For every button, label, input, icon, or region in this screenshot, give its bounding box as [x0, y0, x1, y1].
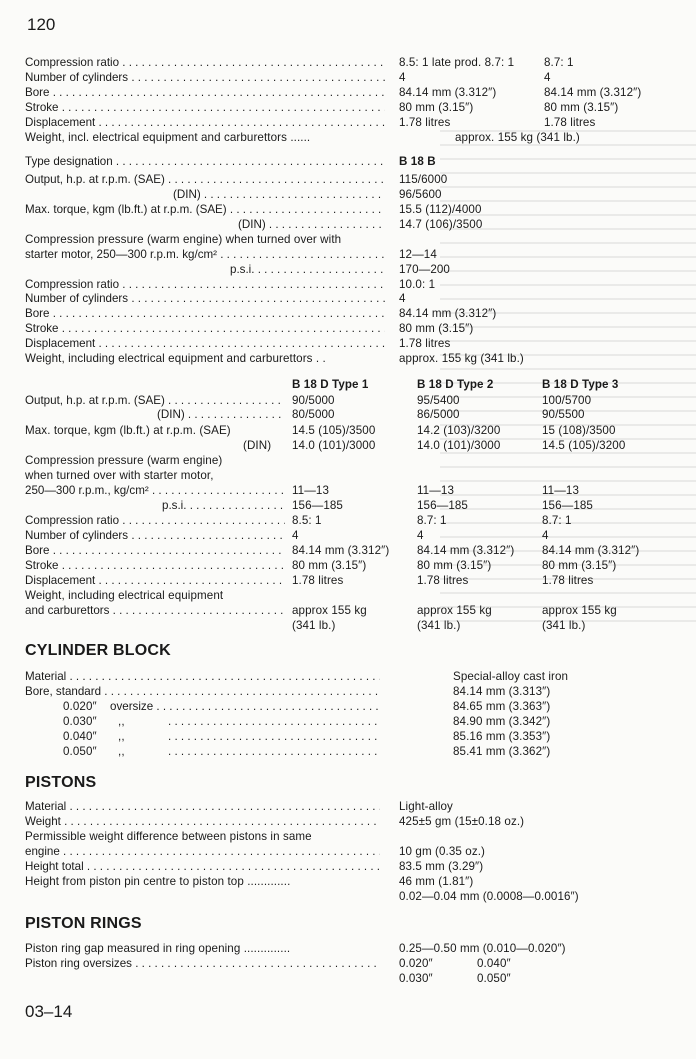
- footer-page-code: 03–14: [25, 1002, 73, 1021]
- spec-value: 96/5600: [399, 188, 442, 201]
- spec-value: approx. 155 kg (341 lb.): [455, 131, 580, 144]
- spec-value: 8.7: 1: [417, 514, 447, 527]
- spec-label: engine . . .: [25, 845, 380, 858]
- spec-value: 84.14 mm (3.312″): [544, 86, 642, 99]
- spec-value: 8.5: 1: [292, 514, 322, 527]
- spec-label: Weight . . .: [25, 815, 380, 828]
- spec-value: 4: [292, 529, 299, 542]
- spec-value: 80 mm (3.15″): [544, 101, 619, 114]
- spec-label: Piston ring gap measured in ring opening ..............: [25, 942, 291, 955]
- spec-label: 250—300 r.p.m., kg/cm² . . .: [25, 484, 285, 497]
- spec-value: 11—13: [417, 484, 455, 497]
- spec-value: 4: [542, 529, 549, 542]
- spec-value: approx 155 kg: [292, 604, 367, 617]
- spec-value: 90/5500: [542, 408, 585, 421]
- spec-value: 0.25—0.50 mm (0.010—0.020″): [399, 942, 566, 955]
- spec-value: 1.78 litres: [399, 116, 451, 129]
- spec-label: Weight, including electrical equipment and carburettors . .: [25, 352, 326, 365]
- spec-label: Material . . .: [25, 670, 380, 683]
- spec-value: 14.0 (101)/3000: [417, 439, 501, 452]
- spec-label: Material . . .: [25, 800, 380, 813]
- spec-value: (341 lb.): [292, 619, 336, 632]
- spec-value: 86/5000: [417, 408, 460, 421]
- spec-value: 80 mm (3.15″): [417, 559, 492, 572]
- spec-value: 0.020″: [399, 957, 433, 970]
- spec-label: Output, h.p. at r.p.m. (SAE) . . .: [25, 394, 285, 407]
- spec-value: 156—185: [542, 499, 593, 512]
- spec-label: Type designation . . .: [25, 155, 385, 168]
- spec-label: Permissible weight difference between pistons in same: [25, 830, 312, 843]
- spec-label: Stroke . . .: [25, 322, 385, 335]
- spec-label: p.s.i. . . .: [162, 499, 285, 512]
- spec-label: oversize . . .: [110, 700, 380, 713]
- spec-label: (DIN) . . .: [173, 188, 385, 201]
- spec-value: Light-alloy: [399, 800, 453, 813]
- spec-label: Output, h.p. at r.p.m. (SAE) . . .: [25, 173, 385, 186]
- oversize-size: 0.040″: [63, 730, 97, 743]
- spec-value: 8.7: 1: [544, 56, 574, 69]
- spec-value: 156—185: [292, 499, 343, 512]
- spec-value: 84.14 mm (3.312″): [417, 544, 515, 557]
- spec-value: 0.02—0.04 mm (0.0008—0.0016″): [399, 890, 579, 903]
- column-header: B 18 D Type 2: [417, 378, 494, 391]
- spec-label: Max. torque, kgm (lb.ft.) at r.p.m. (SAE): [25, 424, 231, 437]
- spec-value: 84.14 mm (3.313″): [453, 685, 551, 698]
- spec-label: Number of cylinders . . .: [25, 529, 285, 542]
- spec-label: Compression pressure (warm engine) when turned over with: [25, 233, 342, 246]
- spec-value: 14.7 (106)/3500: [399, 218, 483, 231]
- spec-value: approx 155 kg: [542, 604, 617, 617]
- spec-label: Stroke . . .: [25, 559, 285, 572]
- spec-value: 85.16 mm (3.353″): [453, 730, 551, 743]
- page-number: 120: [27, 15, 56, 34]
- spec-label: Bore, standard . . .: [25, 685, 380, 698]
- spec-value: 84.14 mm (3.312″): [399, 86, 497, 99]
- spec-value: 10.0: 1: [399, 278, 436, 291]
- spec-value: 80 mm (3.15″): [292, 559, 367, 572]
- spec-value: 80 mm (3.15″): [399, 101, 474, 114]
- spec-value: 0.040″: [477, 957, 511, 970]
- spec-value: 10 gm (0.35 oz.): [399, 845, 486, 858]
- oversize-size: 0.030″: [63, 715, 97, 728]
- spec-value: 0.050″: [477, 972, 511, 985]
- spec-label: Compression ratio . . .: [25, 56, 385, 69]
- spec-label: (DIN) . . .: [238, 218, 385, 231]
- spec-value: 8.7: 1: [542, 514, 572, 527]
- section-heading: CYLINDER BLOCK: [25, 642, 171, 659]
- type-designation: B 18 B: [399, 155, 436, 168]
- spec-label: and carburettors . . .: [25, 604, 285, 617]
- spec-value: (341 lb.): [542, 619, 586, 632]
- spec-value: 84.90 mm (3.342″): [453, 715, 551, 728]
- spec-label: Weight, including electrical equipment: [25, 589, 224, 602]
- spec-label: (DIN): [243, 439, 272, 452]
- spec-value: approx. 155 kg (341 lb.): [399, 352, 524, 365]
- spec-value: 90/5000: [292, 394, 335, 407]
- spec-label: Displacement . . .: [25, 337, 385, 350]
- spec-label: Compression ratio . . .: [25, 514, 285, 527]
- spec-value: 15.5 (112)/4000: [399, 203, 482, 216]
- spec-value: 14.5 (105)/3500: [292, 424, 376, 437]
- spec-label: (DIN) . . .: [157, 408, 285, 421]
- spec-value: 4: [399, 71, 406, 84]
- spec-value: 80 mm (3.15″): [399, 322, 474, 335]
- ditto-mark: ,,: [118, 730, 125, 743]
- spec-value: 1.78 litres: [292, 574, 344, 587]
- spec-value: 12—14: [399, 248, 437, 261]
- spec-value: 11—13: [542, 484, 580, 497]
- spec-label: Compression ratio . . .: [25, 278, 385, 291]
- spec-label: Weight, incl. electrical equipment and carburettors ......: [25, 131, 311, 144]
- leader-dots: [168, 745, 380, 758]
- spec-value: Special-alloy cast iron: [453, 670, 569, 683]
- spec-label: starter motor, 250—300 r.p.m. kg/cm² . . .: [25, 248, 385, 261]
- spec-label: when turned over with starter motor,: [25, 469, 214, 482]
- spec-value: 83.5 mm (3.29″): [399, 860, 484, 873]
- spec-value: 84.14 mm (3.312″): [292, 544, 390, 557]
- spec-value: 156—185: [417, 499, 468, 512]
- spec-value: 84.14 mm (3.312″): [542, 544, 640, 557]
- column-header: B 18 D Type 1: [292, 378, 369, 391]
- spec-value: 14.2 (103)/3200: [417, 424, 501, 437]
- spec-value: 8.5: 1 late prod. 8.7: 1: [399, 56, 515, 69]
- leader-dots: [168, 715, 380, 728]
- spec-value: 15 (108)/3500: [542, 424, 616, 437]
- spec-label: Displacement . . .: [25, 574, 285, 587]
- spec-value: 100/5700: [542, 394, 592, 407]
- spec-label: Number of cylinders . . .: [25, 71, 385, 84]
- spec-label: Displacement . . .: [25, 116, 385, 129]
- spec-value: 170—200: [399, 263, 450, 276]
- spec-label: Bore . . .: [25, 544, 285, 557]
- spec-value: 85.41 mm (3.362″): [453, 745, 551, 758]
- column-header: B 18 D Type 3: [542, 378, 619, 391]
- spec-value: 115/6000: [399, 173, 448, 186]
- spec-value: 1.78 litres: [542, 574, 594, 587]
- spec-value: (341 lb.): [417, 619, 461, 632]
- spec-label: Bore . . .: [25, 86, 385, 99]
- spec-label: Height from piston pin centre to piston top .............: [25, 875, 291, 888]
- spec-value: 84.14 mm (3.312″): [399, 307, 497, 320]
- spec-label: Max. torque, kgm (lb.ft.) at r.p.m. (SAE) . . .: [25, 203, 385, 216]
- spec-value: 1.78 litres: [417, 574, 469, 587]
- spec-label: Number of cylinders . . .: [25, 292, 385, 305]
- spec-value: 11—13: [292, 484, 330, 497]
- section-heading: PISTON RINGS: [25, 915, 142, 932]
- oversize-size: 0.050″: [63, 745, 97, 758]
- ditto-mark: ,,: [118, 715, 125, 728]
- spec-value: 80/5000: [292, 408, 335, 421]
- spec-label: Height total . . .: [25, 860, 380, 873]
- section-heading: PISTONS: [25, 774, 97, 791]
- spec-value: 0.030″: [399, 972, 433, 985]
- spec-value: 1.78 litres: [399, 337, 451, 350]
- ditto-mark: ,,: [118, 745, 125, 758]
- spec-value: approx 155 kg: [417, 604, 492, 617]
- spec-value: 4: [544, 71, 551, 84]
- oversize-size: 0.020″: [63, 700, 97, 713]
- spec-value: 95/5400: [417, 394, 460, 407]
- spec-value: 4: [399, 292, 406, 305]
- spec-label: p.s.i. . . .: [230, 263, 385, 276]
- spec-value: 425±5 gm (15±0.18 oz.): [399, 815, 525, 828]
- spec-value: 4: [417, 529, 424, 542]
- spec-label: Bore . . .: [25, 307, 385, 320]
- spec-value: 84.65 mm (3.363″): [453, 700, 551, 713]
- spec-value: 14.5 (105)/3200: [542, 439, 626, 452]
- leader-dots: [168, 730, 380, 743]
- spec-value: 80 mm (3.15″): [542, 559, 617, 572]
- spec-value: 1.78 litres: [544, 116, 596, 129]
- spec-label: Piston ring oversizes . . .: [25, 957, 380, 970]
- spec-label: Stroke . . .: [25, 101, 385, 114]
- spec-label: Compression pressure (warm engine): [25, 454, 223, 467]
- spec-value: 14.0 (101)/3000: [292, 439, 376, 452]
- spec-value: 46 mm (1.81″): [399, 875, 474, 888]
